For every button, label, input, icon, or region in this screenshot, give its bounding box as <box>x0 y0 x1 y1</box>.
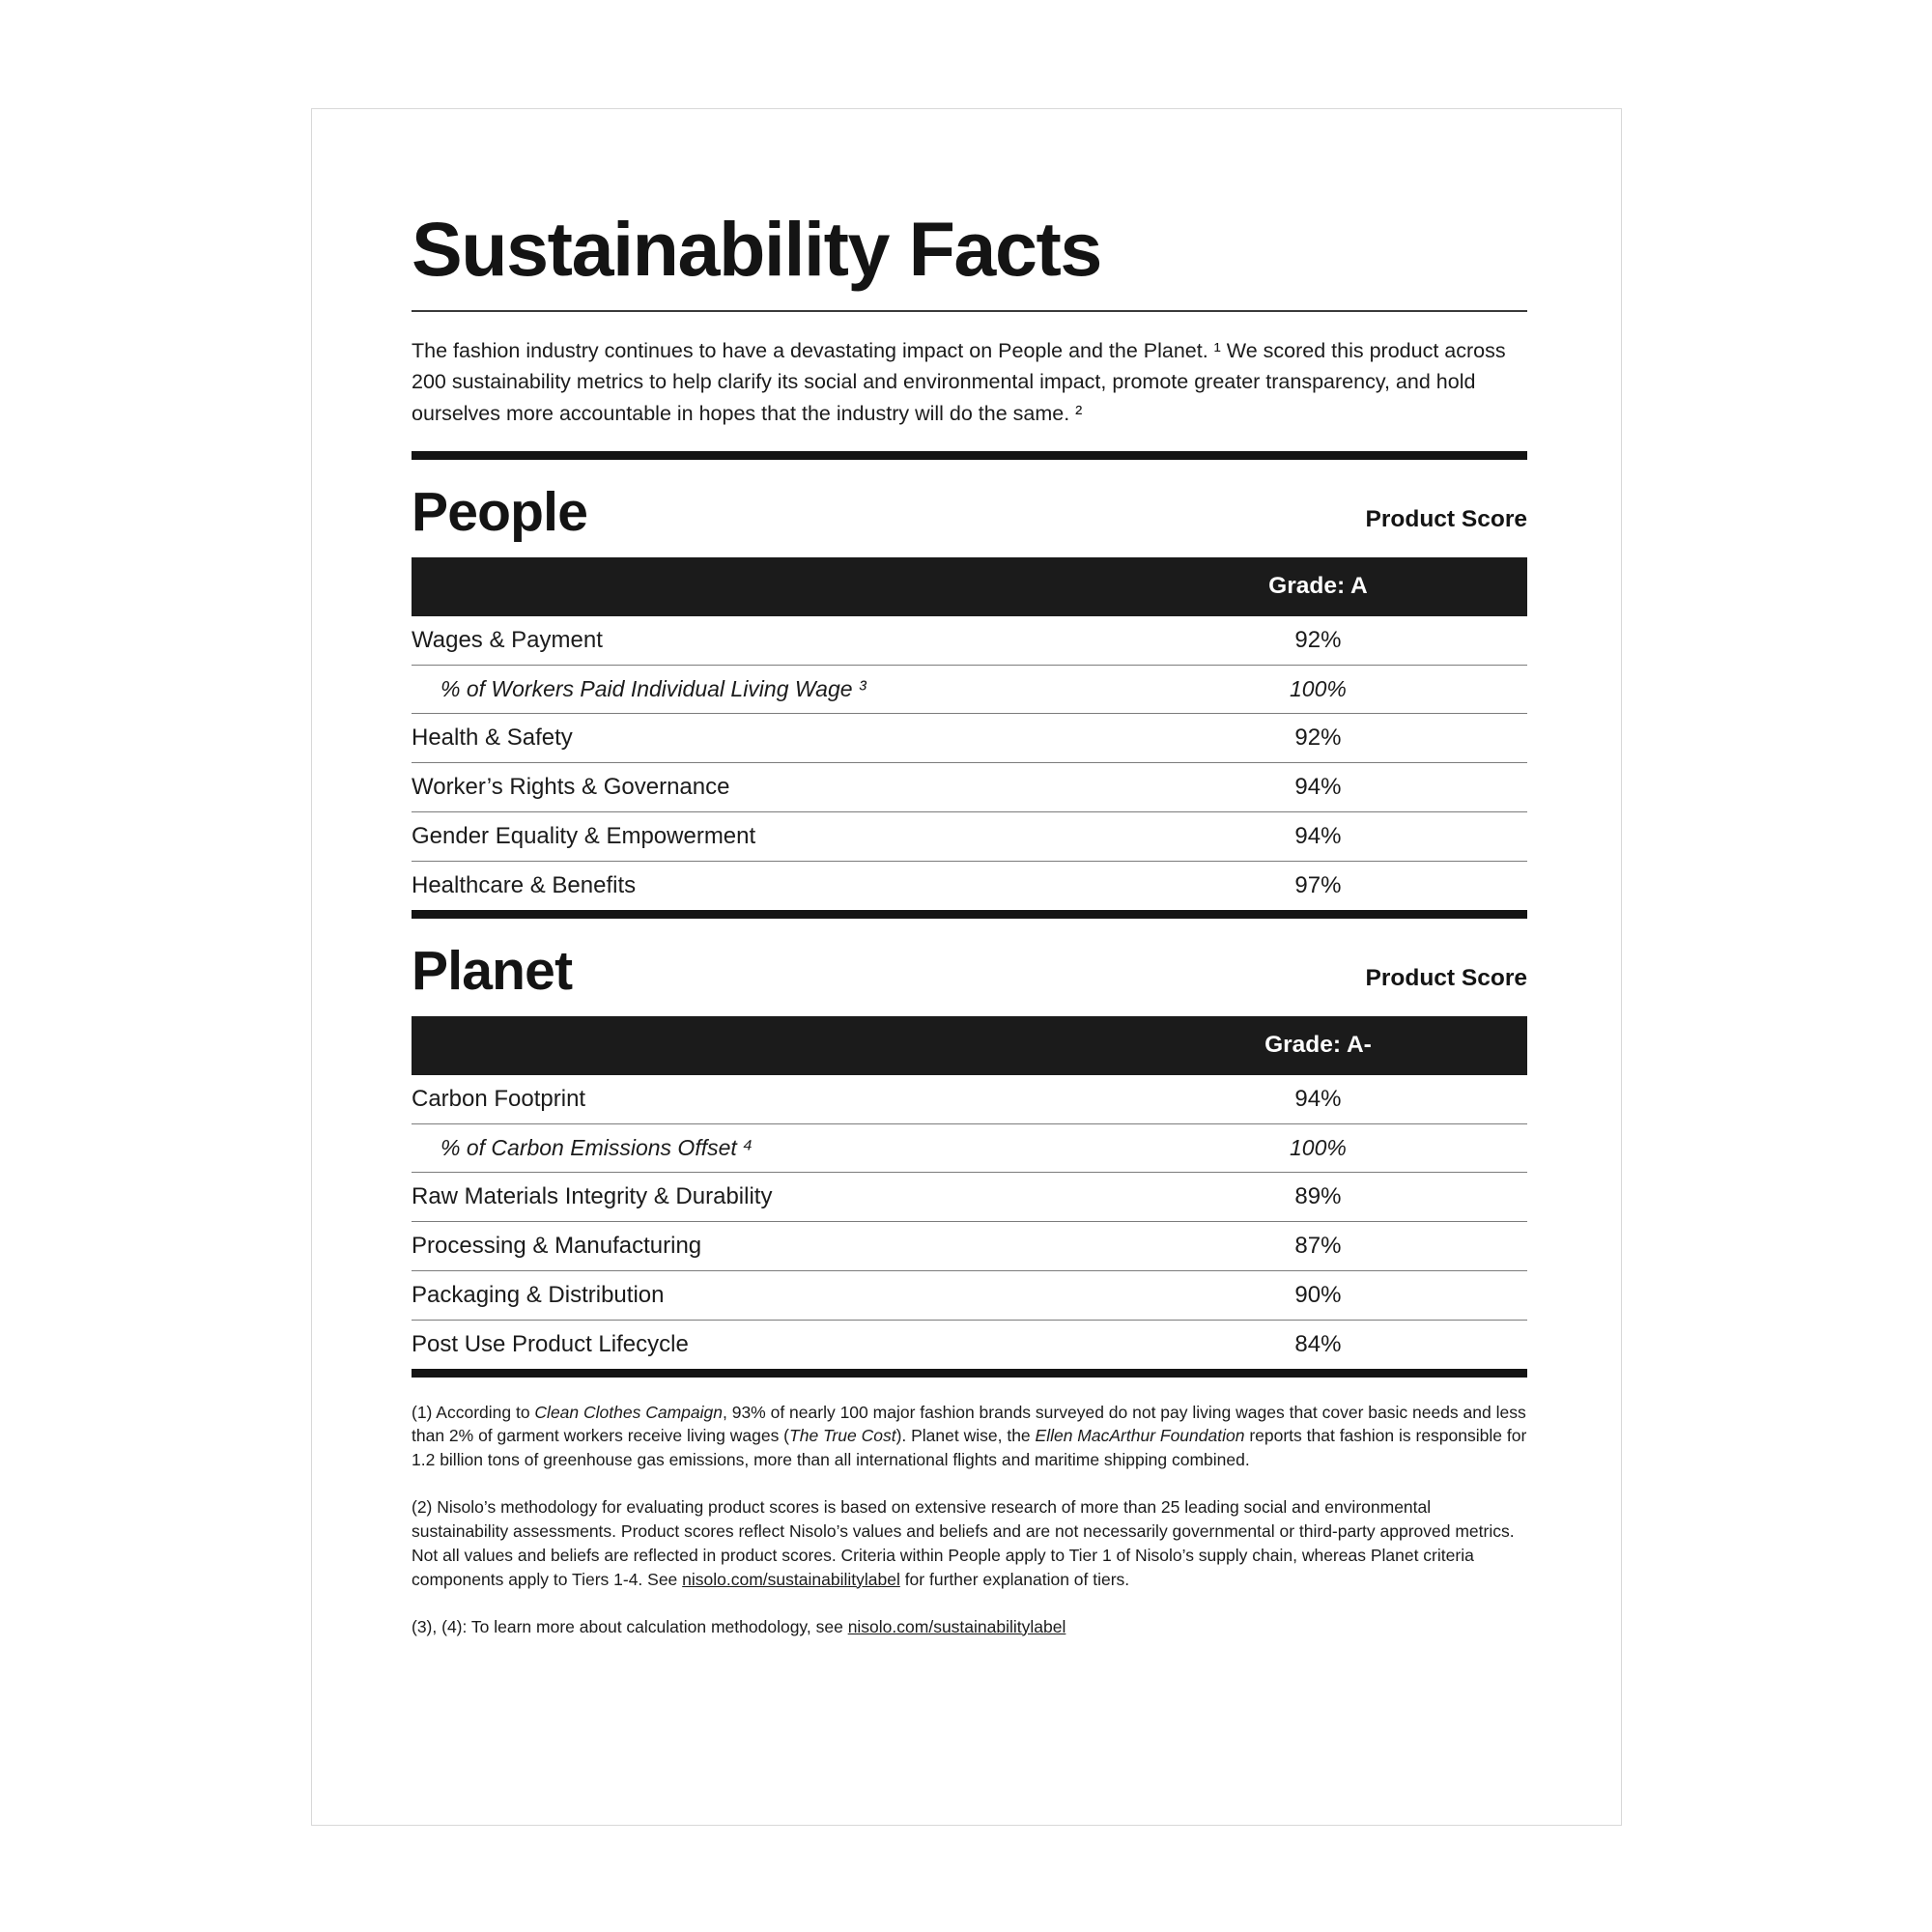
section-divider-bottom <box>412 1369 1527 1378</box>
metric-value: 100% <box>1109 665 1527 713</box>
sustainability-label-link-2[interactable]: nisolo.com/sustainabilitylabel <box>847 1616 1066 1636</box>
footnote-1-text-a: (1) According to <box>412 1402 535 1422</box>
section-divider-middle <box>412 910 1527 919</box>
page-title: Sustainability Facts <box>412 206 1101 292</box>
people-grade-value: Grade: A <box>1109 557 1527 616</box>
metric-value: 94% <box>1109 811 1527 861</box>
footnote-1-italic-a: Clean Clothes Campaign <box>534 1402 723 1422</box>
planet-section-header <box>412 939 1527 1002</box>
metric-label: Healthcare & Benefits <box>412 871 637 898</box>
table-row <box>412 1270 1527 1320</box>
metric-label: Worker’s Rights & Governance <box>412 762 1109 811</box>
people-table <box>412 557 1527 910</box>
planet-grade-value: Grade: A- <box>1109 1016 1527 1075</box>
footnote-1-text-c: ). Planet wise, the <box>895 1426 1036 1446</box>
metric-label: Packaging & Distribution <box>412 1270 1109 1320</box>
planet-table <box>412 1016 1527 1369</box>
footnote-2-text-b: for further explanation of tiers. <box>899 1569 1130 1589</box>
planet-grade-row <box>412 1016 1527 1075</box>
table-row <box>412 616 1527 666</box>
metric-label: Gender Equality & Empowerment <box>412 811 1109 861</box>
people-product-score-label: Product Score <box>1365 505 1527 532</box>
footnote-2 <box>412 1495 1527 1591</box>
table-row <box>412 1075 1527 1124</box>
table-row <box>412 1320 1527 1369</box>
metric-label: Raw Materials Integrity & Durability <box>412 1172 1109 1221</box>
title-divider <box>412 310 1527 312</box>
people-section-title: People <box>412 480 588 543</box>
metric-value: 92% <box>1109 713 1527 762</box>
metric-label: Carbon Footprint <box>412 1075 1109 1124</box>
table-row <box>412 1123 1527 1172</box>
metric-value: 89% <box>1109 1172 1527 1221</box>
intro-paragraph: The fashion industry continues to have a devastating impact on People and the Planet. ¹ We scored this product across 200 sustainability metrics to help clarify its social and environmental impact, promote greater transparency, and hold ourselves more accountable in hopes that the industry will do the same. ² <box>412 338 1506 425</box>
planet-section-title: Planet <box>412 939 573 1002</box>
table-row <box>412 762 1527 811</box>
table-row <box>412 861 1527 910</box>
label-content <box>412 206 1527 1638</box>
planet-grade-spacer <box>412 1016 1109 1075</box>
footnote-3 <box>412 1615 1527 1639</box>
sustainability-label-card <box>311 108 1622 1826</box>
people-grade-spacer <box>412 557 1109 616</box>
metric-value: 94% <box>1109 762 1527 811</box>
metric-label: Wages & Payment <box>412 616 1109 666</box>
footnote-1 <box>412 1401 1527 1473</box>
table-row <box>412 1221 1527 1270</box>
metric-value: 84% <box>1294 1330 1342 1357</box>
table-row <box>412 1172 1527 1221</box>
metric-value: 90% <box>1109 1270 1527 1320</box>
metric-value: 87% <box>1109 1221 1527 1270</box>
metric-label: Processing & Manufacturing <box>412 1221 1109 1270</box>
sustainability-label-link[interactable]: nisolo.com/sustainabilitylabel <box>682 1569 900 1589</box>
planet-product-score-label: Product Score <box>1365 964 1527 991</box>
metric-label: Post Use Product Lifecycle <box>412 1330 689 1357</box>
footnote-2-text-a: (2) Nisolo’s methodology for evaluating product scores is based on extensive research of more than 25 leading social and environmental sustainability assessments. Product scores reflect Nisolo’s values and beliefs and are not necessarily governmental or third-party approved metrics. Not all values and beliefs are reflected in product scores. Criteria within People apply to Tier 1 of Nisolo’s supply chain, whereas Planet criteria components apply to Tiers 1-4. See <box>412 1497 1515 1589</box>
people-section-header <box>412 480 1527 543</box>
footnote-3-text-a: (3), (4): To learn more about calculation methodology, see <box>412 1616 848 1636</box>
footnote-1-text-d: reports that fashion is responsible for 1.2 billion tons of greenhouse gas emissions, more than all international flights and maritime shipping combined. <box>412 1426 1527 1470</box>
metric-value: 94% <box>1109 1075 1527 1124</box>
table-row <box>412 713 1527 762</box>
metric-label: % of Carbon Emissions Offset ⁴ <box>412 1123 1109 1172</box>
metric-label: % of Workers Paid Individual Living Wage ³ <box>412 665 1109 713</box>
metric-value: 97% <box>1294 871 1342 898</box>
metric-label: Health & Safety <box>412 713 1109 762</box>
metric-value: 92% <box>1109 616 1527 666</box>
table-row <box>412 811 1527 861</box>
metric-value: 100% <box>1109 1123 1527 1172</box>
footnote-1-text-b: , 93% of nearly 100 major fashion brands surveyed do not pay living wages that cover basic needs and less than 2% of garment workers receive living wages ( <box>412 1402 1526 1446</box>
footnote-1-italic-b: The True Cost <box>789 1426 896 1446</box>
people-grade-row <box>412 557 1527 616</box>
section-divider-top <box>412 451 1527 460</box>
footnotes <box>412 1401 1527 1639</box>
footnote-1-italic-c: Ellen MacArthur Foundation <box>1035 1426 1245 1446</box>
table-row <box>412 665 1527 713</box>
